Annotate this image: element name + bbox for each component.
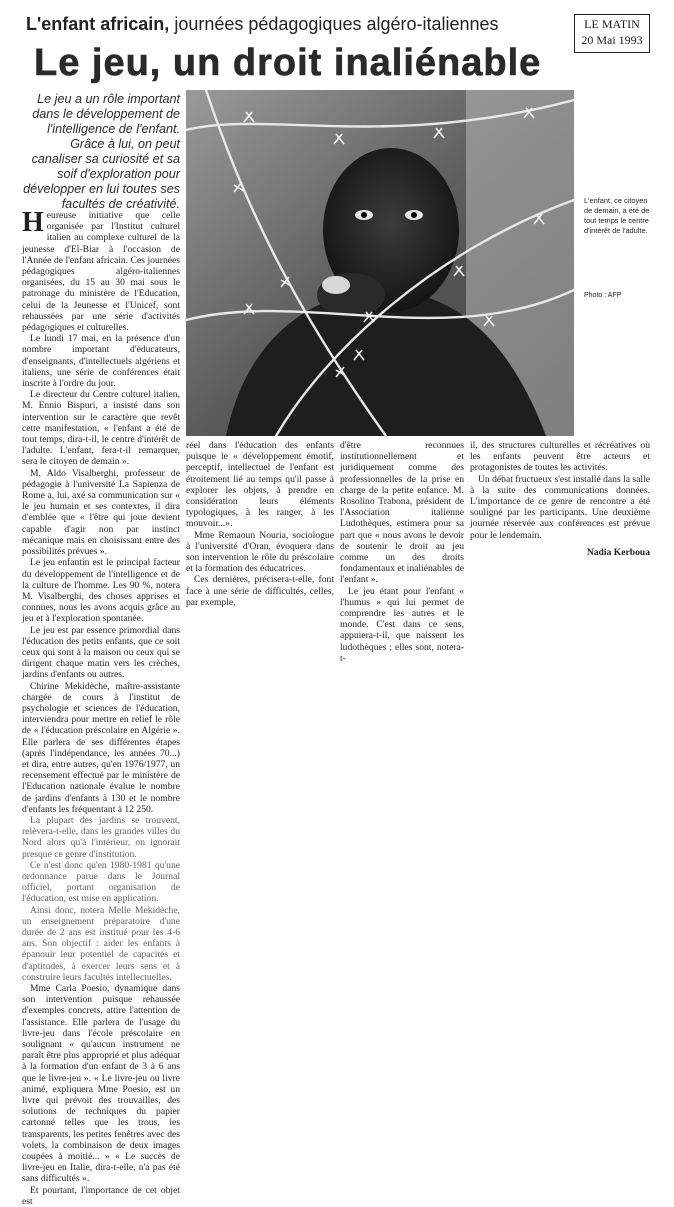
child-photo <box>186 90 574 436</box>
photo-caption: L'enfant, ce citoyen de demain, a été de tout temps le centre d'intérêt de l'adulte. <box>584 196 650 235</box>
paragraph: Ce n'est donc qu'en 1980-1981 qu'une ordonnance parue dans le Journal officiel, portant organisation de l'éducation, est mise en application. <box>22 859 180 905</box>
paragraph: Le lundi 17 mai, en la présence d'un nombre important d'éducateurs, d'enseignants, d'intellectuels algériens et italiens, une série de conférences était inscrite à l'ordre du jour. <box>22 333 180 390</box>
kicker-bold: L'enfant africain, <box>26 14 170 34</box>
paragraph-text: eureuse initiative que celle organisée par l'Institut culturel italien au complexe culturel de la jeunesse d'El-Biar à l'occasion de l'Année de l'enfant africain. Ces journées pédagogiques algéro-italiennes organisées, du 15 au 30 mai sous le patronage du ministère de l'Education, celui de la Jeunesse et l'Unicef, sont rehaussées par une série d'activités pédagogiques et culturelles. <box>22 210 180 334</box>
stamp-date: 20 Mai 1993 <box>581 33 643 47</box>
paragraph <box>22 207 180 334</box>
lead-paragraph: Le jeu a un rôle important dans le développement de l'intelligence de l'enfant. Grâce à lui, on peut canaliser sa curiosité et sa soif d'exploration pour développer en lui toutes ses facultés de créativité. <box>23 92 180 211</box>
paragraph: Mme Carla Poesio, dynamique dans son intervention puisque rehaussée d'exemples concrets, attire l'attention de l'assistance. Elle parlera de l'usage du livre-jeu dans l'école préscolaire en soulignant « qu'aucun instrument ne paraît être plus approprié et plus adéquat à la formation d'un enfant de 3 à 6 ans que le livre-jeu ». « Le livre-jeu ou livre animé, expliquera Mme Poesio, est un livre qui prévoit des trouvailles, des solutions de techniques du papier cartonné telles que les trous, les transparents, les petites fenêtres avec des volets, la combinaison de deux images coupées à moitié... » « Le succès de livre-jeu en Italie, dira-t-elle, n'a pas été sans difficultés ». <box>22 983 180 1185</box>
paragraph: M. Aldo Visalberghi, professeur de pédagogie à l'université La Sapienza de Rome a, lui, axé sa communication sur « le jeu humain et ses contextes, il dira d'emblée que « l'être qui joue devient capable d'agir non par instinct mécanique mais en choisissant entre des possibilités prévues ». <box>22 467 180 558</box>
paragraph: Le jeu est par essence primordial dans l'éducation des petits enfants, que ce soit ceux qui sont à la maison ou ceux qui se dirigent chaque matin vers les crèches, jardins d'enfants ou autres. <box>22 624 180 681</box>
drop-cap: H <box>22 207 44 238</box>
paragraph: Chirine Mekidèche, maître-assistante chargée de cours à l'institut de psychologie et sciences de l'éducation, interviendra pour mettre en relief le rôle de « l'éducation préscolaire en Algérie ». Elle parlera de ses différentes étapes (après l'indépendance, les années 70...) et dira, entre autres, qu'en 1976/1977, un recensement effectué par le ministère de l'Education nationale évalue le nombre de jardins d'enfants à 130 et le nombre d'enfants les fréquentant à 12 250. <box>22 680 180 815</box>
body-column-3 <box>340 440 464 664</box>
photo-illustration <box>186 90 574 436</box>
paragraph: Le jeu étant pour l'enfant « l'humus » qui lui permet de comprendre les autres et le monde. C'est dans ce sens, appuiera-t-il, que naissent les ludothèques ; elles sont, notera-t- <box>340 585 464 664</box>
photo-credit: Photo : AFP <box>584 292 622 299</box>
paragraph: Et pourtant, l'importance de cet objet est <box>22 1184 180 1207</box>
source-stamp <box>574 14 650 53</box>
body-column-1 <box>22 207 180 1207</box>
paragraph: La plupart des jardins se trouvent, relèvera-t-elle, dans les grandes villes du Nord alors qu'à l'intérieur, on ignorait presque ce genre d'institution. <box>22 814 180 860</box>
stamp-newspaper: LE MATIN <box>584 17 640 31</box>
paragraph: Le directeur du Centre culturel italien, M. Ennio Bispuri, a insisté dans son intervention sur le caractère que revêt cette manifestation, « l'enfant a été de tout temps, dira-t-il, le centre d'intérêt de l'adulte. L'enfant, fera-t-il remarquer, sera le citoyen de demain ». <box>22 389 180 468</box>
paragraph: Ainsi donc, notera Melle Mekidèche, un enseignement préparatoire d'une durée de 2 ans est institué pour les 4-6 ans. Son objectif : aider les enfants à épanouir leur potentiel de capacités et d'aptitudes, à exercer leurs sens et à construire leurs facultés intellectuelles. <box>22 904 180 983</box>
body-column-2 <box>186 440 334 608</box>
author-signature: Nadia Kerboua <box>586 546 650 558</box>
paragraph: d'être reconnues institutionnellement et juridiquement comme des professionnelles de la prise en charge de la petite enfance. M. Rosolino Trabona, président de l'Association italienne Ludothèques, estimera pour sa part que « nous avons le devoir de soutenir le droit au jeu comme un des droits fondamentaux et inaliénables de l'enfant ». <box>340 440 464 586</box>
paragraph: Le jeu enfantin est le principal facteur du développement de l'intelligence et de la culture de l'homme. Les 90 %, notera M. Visalberghi, des choses apprises et connues, nous les avons acquis grâce au jeu et à l'exploration spontanée. <box>22 557 180 625</box>
paragraph: Ces dernières, précisera-t-elle, font face à une série de difficultés, celles, par exemple, <box>186 574 334 608</box>
body-column-4 <box>470 440 650 558</box>
paragraph: réel dans l'éducation des enfants puisque le « développement émotif, perceptif, intellectuel de l'enfant est étroitement lié au temps qu'il passe à explorer les objets, à prendre en considération leurs éléments typologiques, à les ranger, à les mouvoir...». <box>186 440 334 530</box>
paragraph: Mme Remaoun Nouria, sociologue à l'université d'Oran, évoquera dans son intervention le rôle du préscolaire et la formation des éducatrices. <box>186 529 334 575</box>
paragraph: Un débat fructueux s'est installé dans la salle à la suite des communications données. L'importance de ce genre de rencontre a été souligné par les participants. Une deuxième journée réservée aux conférences est prévue pour le lendemain. <box>470 473 650 541</box>
paragraph: il, des structures culturelles et récréatives où les enfants peuvent être acteurs et protagonistes de toutes les activités. <box>470 440 650 474</box>
headline: Le jeu, un droit inaliénable <box>34 42 542 84</box>
article-kicker <box>26 14 499 35</box>
kicker-rest: journées pédagogiques algéro-italiennes <box>169 14 499 34</box>
